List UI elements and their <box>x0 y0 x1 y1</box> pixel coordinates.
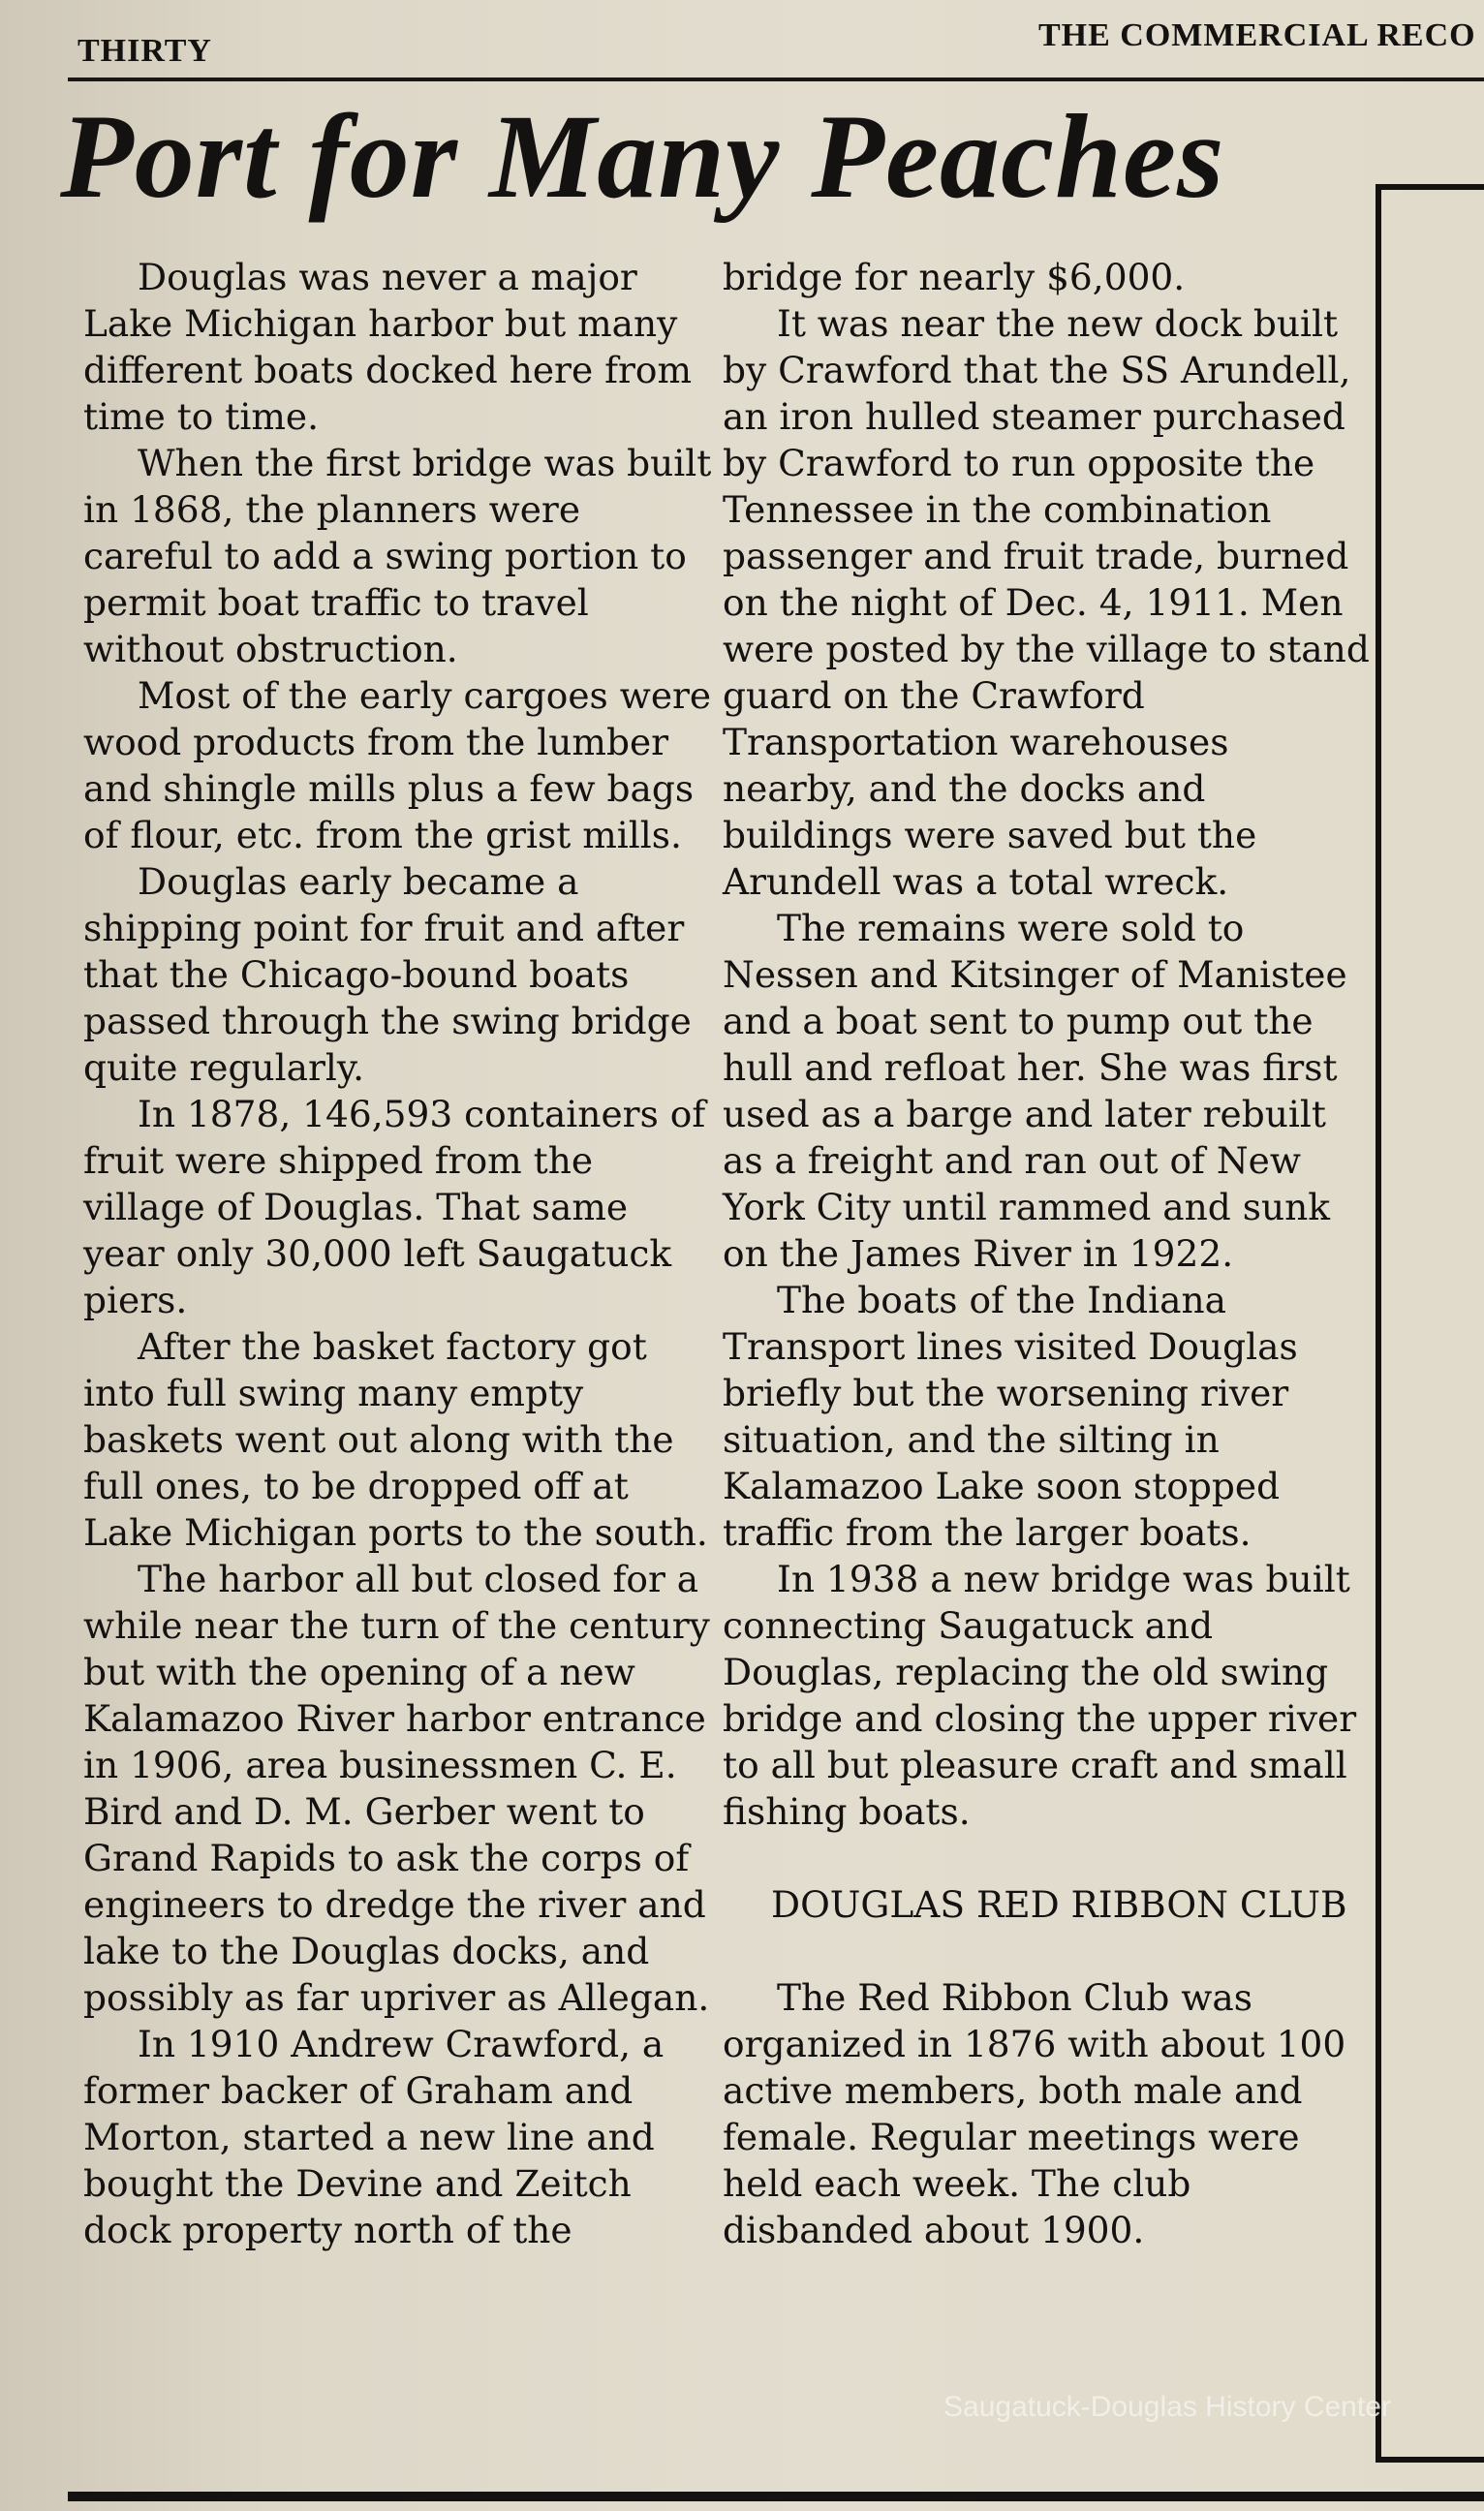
paragraph: Most of the early cargoes were wood products from the lumber and shingle mills plus a few bags of flour, etc. from the grist mills. <box>83 674 712 856</box>
article-headline: Port for Many Peaches <box>60 90 1225 223</box>
paragraph: In 1878, 146,593 containers of fruit were shipped from the village of Douglas. That same year only 30,000 left Saugatuck piers. <box>83 1093 706 1321</box>
header-rule <box>68 78 1484 81</box>
paragraph: Douglas was never a major Lake Michigan harbor but many different boats docked here from time to time. <box>83 256 693 438</box>
paragraph: The boats of the Indiana Transport lines visited Douglas briefly but the worsening river situation, and the silting in Kalamazoo Lake soon stopped traffic from the larger boats. <box>723 1279 1298 1554</box>
sidebar-body: The Red Ribbon Club was organized in 1876 with about 100 active members, both male and female. Regular meetings were held each week. The club disbanded about 1900. <box>723 1976 1346 2251</box>
paragraph: The remains were sold to Nessen and Kitsinger of Manistee and a boat sent to pump out the hull and refloat her. She was first used as a barge and later rebuilt as a freight and ran out of New York City until rammed and sunk on the James River in 1922. <box>723 907 1347 1275</box>
publication-name: THE COMMERCIAL RECO <box>1038 17 1476 53</box>
archive-watermark: Saugatuck-Douglas History Center <box>943 2391 1391 2423</box>
continued-paragraph: bridge for nearly $6,000. <box>723 256 1186 298</box>
right-column <box>723 254 1372 2253</box>
paragraph: It was near the new dock built by Crawford that the SS Arundell, an iron hulled steamer purchased by Crawford to run opposite the Tennessee in the combination passenger and fruit trade, burned on the night of Dec. 4, 1911. Men were posted by the village to stand guard on the Crawford Transportation warehouses nearby, and the docks and buildings were saved but the Arundell was a total wreck. <box>723 302 1370 903</box>
paragraph: The harbor all but closed for a while near the turn of the century but with the opening of a new Kalamazoo River harbor entrance in 1906, area businessmen C. E. Bird and D. M. Gerber went to Grand Rapids to ask the corps of engineers to dredge the river and lake to the Douglas docks, and possibly as far upriver as Allegan. <box>83 1558 710 2019</box>
bottom-rule <box>68 2492 1484 2501</box>
paragraph: When the first bridge was built in 1868, the planners were careful to add a swing portion to permit boat traffic to travel without obstruction. <box>83 442 712 670</box>
paragraph: After the basket factory got into full swing many empty baskets went out along with the full ones, to be dropped off at Lake Michigan ports to the south. <box>83 1325 708 1554</box>
sidebar-subhead: DOUGLAS RED RIBBON CLUB <box>771 1883 1347 1926</box>
paragraph: In 1910 Andrew Crawford, a former backer of Graham and Morton, started a new line and bought the Devine and Zeitch dock property north of the <box>83 2023 665 2251</box>
adjacent-box-frame <box>1376 184 1484 2463</box>
paragraph: Douglas early became a shipping point for fruit and after that the Chicago-bound boats passed through the swing bridge quite regularly. <box>83 860 692 1089</box>
running-head <box>77 17 1484 76</box>
page-number: THIRTY <box>77 33 212 69</box>
left-column <box>83 254 713 2253</box>
paragraph: In 1938 a new bridge was built connecting Saugatuck and Douglas, replacing the old swing bridge and closing the upper river to all but pleasure craft and small fishing boats. <box>723 1558 1357 1833</box>
